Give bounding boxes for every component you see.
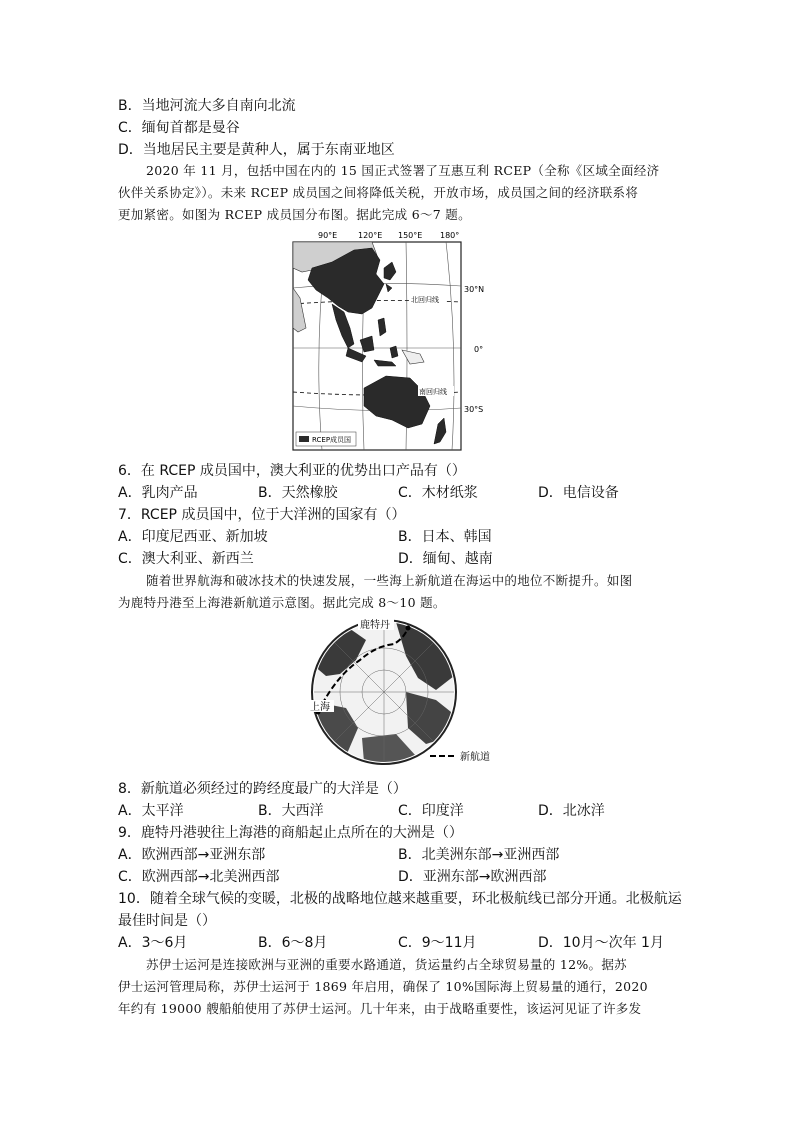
q7-option-d: D．缅甸、越南 bbox=[398, 551, 493, 567]
option-b-prev: B．当地河流大多自南向北流 bbox=[118, 98, 296, 114]
route-intro-line-2: 为鹿特丹港至上海港新航道示意图。据此完成 8～10 题。 bbox=[118, 595, 446, 610]
q9-option-a: A．欧洲西部→亚洲东部 bbox=[118, 847, 266, 863]
suez-intro-line-2: 伊士运河管理局称，苏伊士运河于 1869 年启用，确保了 10%国际海上贸易量的通行，2020 bbox=[118, 979, 648, 994]
lon-label-150e: 150°E bbox=[398, 231, 423, 240]
tropic-n-label: 北回归线 bbox=[411, 296, 439, 304]
q9-option-d: D．亚洲东部→欧洲西部 bbox=[398, 869, 547, 885]
suez-intro bbox=[118, 954, 683, 1020]
q9-stem: 9．鹿特丹港驶往上海港的商船起止点所在的大洲是（） bbox=[118, 825, 463, 841]
lon-label-90e: 90°E bbox=[318, 231, 338, 240]
lat-label-30s: 30°S bbox=[464, 405, 484, 414]
route-intro bbox=[118, 570, 683, 614]
q7-option-b: B．日本、韩国 bbox=[398, 529, 492, 545]
q6-option-a: A．乳肉产品 bbox=[118, 485, 198, 501]
q6-stem: 6．在 RCEP 成员国中，澳大利亚的优势出口产品有（） bbox=[118, 463, 466, 479]
suez-intro-line-3: 年约有 19000 艘船舶使用了苏伊士运河。几十年来，由于战略重要性，该运河见证了许多发 bbox=[118, 1001, 642, 1016]
rcep-map bbox=[292, 228, 504, 454]
option-d-prev: D．当地居民主要是黄种人，属于东南亚地区 bbox=[118, 142, 395, 158]
lat-label-0: 0° bbox=[474, 345, 484, 354]
q6-option-d: D．电信设备 bbox=[538, 485, 619, 501]
q10-option-d: D．10月～次年 1月 bbox=[538, 935, 664, 951]
q9-option-c: C．欧洲西部→北美洲西部 bbox=[118, 869, 280, 885]
q7-option-c: C．澳大利亚、新西兰 bbox=[118, 551, 254, 567]
q7-option-a: A．印度尼西亚、新加坡 bbox=[118, 529, 268, 545]
option-c-prev: C．缅甸首都是曼谷 bbox=[118, 120, 240, 136]
legend-swatch bbox=[299, 436, 309, 442]
rcep-intro bbox=[118, 160, 683, 226]
rotterdam-label: 鹿特丹 bbox=[360, 620, 390, 631]
suez-intro-line-1: 苏伊士运河是连接欧洲与亚洲的重要水路通道，货运量约占全球贸易量的 12%。据苏 bbox=[146, 957, 627, 972]
q6-option-c: C．木材纸浆 bbox=[398, 485, 478, 501]
tropic-s-label: 南回归线 bbox=[419, 388, 447, 396]
q8-option-d: D．北冰洋 bbox=[538, 803, 605, 819]
q8-stem: 8．新航道必须经过的跨经度最广的大洋是（） bbox=[118, 781, 407, 797]
q9-option-b: B．北美洲东部→亚洲西部 bbox=[398, 847, 560, 863]
q10-option-b: B．6～8月 bbox=[258, 935, 328, 951]
shanghai-label: 上海 bbox=[310, 702, 330, 713]
q8-option-c: C．印度洋 bbox=[398, 803, 464, 819]
q10-option-c: C．9～11月 bbox=[398, 935, 477, 951]
q10-stem-line-1: 10．随着全球气候的变暖，北极的战略地位越来越重要，环北极航线已部分开通。北极航运 bbox=[118, 891, 682, 907]
q8-option-a: A．太平洋 bbox=[118, 803, 184, 819]
lat-label-30n: 30°N bbox=[464, 285, 485, 294]
lon-label-120e: 120°E bbox=[358, 231, 383, 240]
rcep-intro-line-1: 2020 年 11 月，包括中国在内的 15 国正式签署了互惠互利 RCEP（全称《区域全面经济 bbox=[146, 163, 660, 178]
q6-option-b: B．天然橡胶 bbox=[258, 485, 338, 501]
rcep-intro-line-2: 伙伴关系协定》）。未来 RCEP 成员国之间将降低关税，开放市场，成员国之间的经济联系将 bbox=[118, 185, 639, 200]
rotterdam-marker bbox=[406, 626, 411, 631]
q7-stem: 7．RCEP 成员国中，位于大洋洲的国家有（） bbox=[118, 507, 406, 523]
q10-option-a: A．3～6月 bbox=[118, 935, 188, 951]
lon-label-180: 180° bbox=[440, 231, 460, 240]
q8-option-b: B．大西洋 bbox=[258, 803, 324, 819]
route-intro-line-1: 随着世界航海和破冰技术的快速发展，一些海上新航道在海运中的地位不断提升。如图 bbox=[146, 573, 633, 588]
arctic-route-map bbox=[306, 616, 506, 774]
q10-stem-line-2: 最佳时间是（） bbox=[118, 913, 216, 929]
rcep-intro-line-3: 更加紧密。如图为 RCEP 成员国分布图。据此完成 6～7 题。 bbox=[118, 207, 471, 222]
legend-route-label: 新航道 bbox=[460, 752, 490, 763]
legend-label: RCEP成员国 bbox=[312, 436, 352, 444]
